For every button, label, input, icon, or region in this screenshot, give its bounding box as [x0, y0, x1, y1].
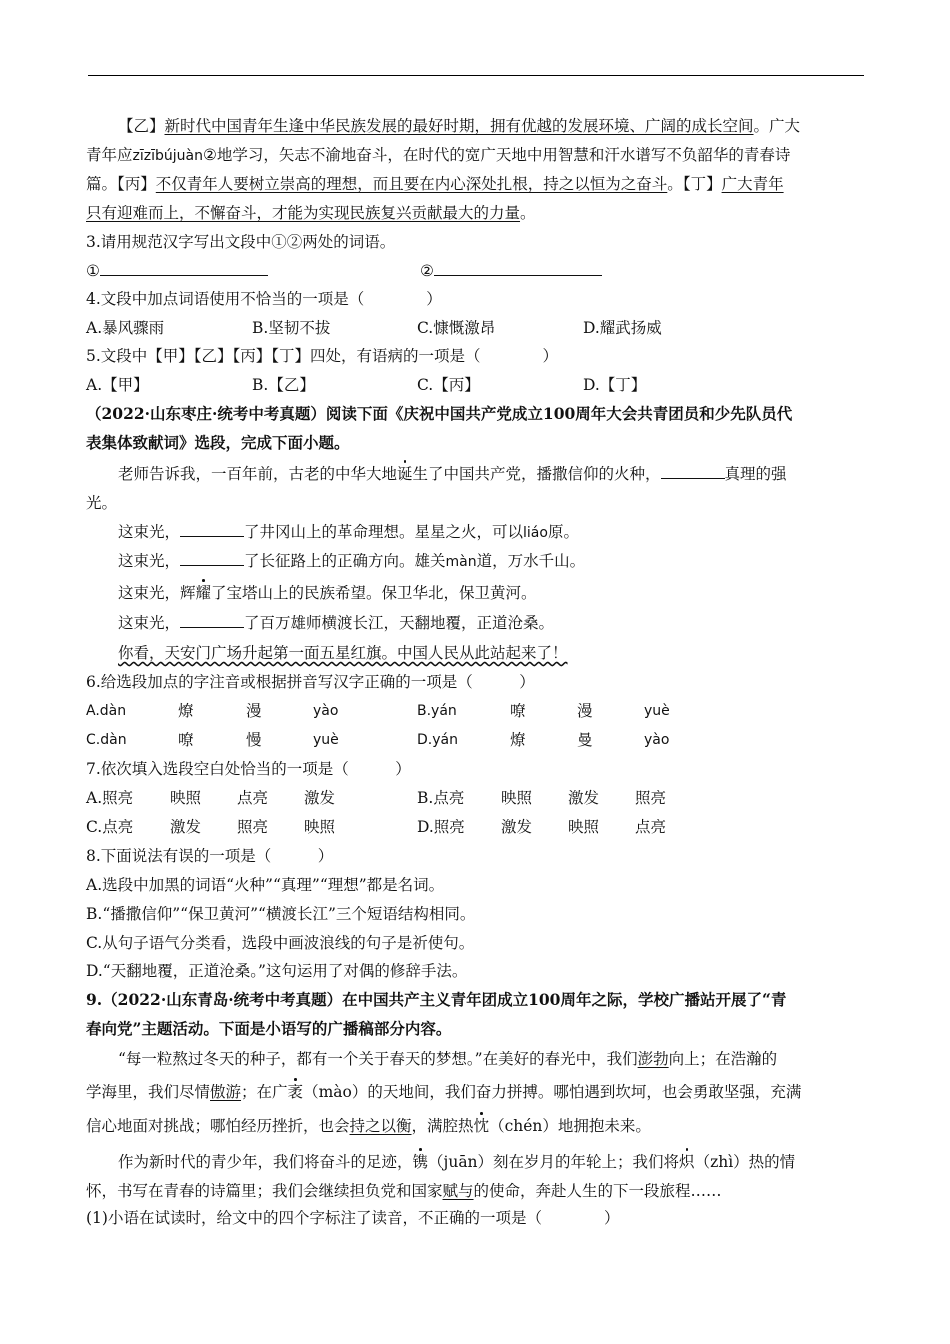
q6-cell: yuè: [313, 732, 339, 748]
underlined-word: 赋与: [442, 1182, 474, 1200]
q5-option-b[interactable]: B.【乙】: [252, 376, 315, 394]
q6-cell: 嘹: [178, 731, 194, 749]
p2-line-7-wavy: 你看，天安门广场升起第一面五星红旗。中国人民从此站起来了！: [118, 644, 568, 662]
passage-text: （juān）刻在岁月的年轮上；我们将: [428, 1153, 680, 1171]
source2-line-1: （2022·山东枣庄·统考中考真题）阅读下面《庆祝中国共产党成立100周年大会共青团员和少先队员代: [86, 404, 793, 423]
passage-text: 了百万雄师横渡长江，天翻地覆，正道沧桑。: [244, 614, 555, 632]
q7-cell: 点亮: [237, 789, 269, 807]
passage-text: （màо）的天地间，我们奋力拼搏。哪怕遇到坎坷，也会勇敢坚强，充满: [303, 1083, 802, 1101]
passage-text: 这束光，: [118, 523, 181, 541]
passage-text: 。: [520, 204, 536, 222]
p2-line-6: [86, 613, 554, 633]
dotted-char: 诞: [397, 465, 413, 483]
passage-line-1: [86, 116, 800, 136]
passage-text: 信心地面对挑战；哪怕经历挫折，也会: [86, 1117, 350, 1135]
source2-line-2: 表集体致献词》选段，完成下面小题。: [86, 433, 350, 452]
answer-mark-2: ②: [420, 262, 434, 280]
q7-cell: 激发: [304, 789, 336, 807]
p2-line-5: [86, 583, 537, 603]
fill-blank-4[interactable]: [180, 613, 244, 628]
q7-cell: 激发: [501, 818, 533, 836]
passage-text: 。广大: [753, 117, 801, 135]
dotted-char: 袤: [287, 1083, 304, 1101]
tag-ding: 【丁】: [682, 175, 722, 193]
q9-passage-line-5: [86, 1181, 722, 1201]
sentence-ding: 广大青年: [721, 175, 784, 193]
q6-cell: 燎: [510, 731, 526, 749]
passage-text: （chén）地拥抱未来。: [489, 1117, 651, 1135]
q6-cell: yuè: [644, 703, 670, 719]
passage-text: “每一粒熬过冬天的种子，都有一个关于春天的梦想。”在美好的春光中，我们: [118, 1050, 638, 1068]
pinyin-2: zīzībújuàn: [132, 148, 203, 164]
passage-text: 这束光，辉: [118, 584, 196, 602]
passage-text: 生了中国共产党，播撒信仰的火种，: [412, 465, 661, 483]
blank-mark-2: ②: [202, 146, 217, 164]
passage-text: 老师告诉我，一百年前，古老的中华大地: [118, 465, 398, 483]
dotted-char: 耀: [195, 584, 212, 602]
q7-option-b[interactable]: B.点亮: [417, 789, 465, 807]
underlined-word: 澎勃: [637, 1050, 669, 1068]
q6-option-a[interactable]: A.dàn: [86, 703, 127, 719]
passage-text: 。: [667, 175, 683, 193]
q7-stem: 7.依次填入选段空白处恰当的一项是（ ）: [86, 760, 411, 778]
passage-text: 作为新时代的青少年，我们将奋斗的足迹，: [118, 1153, 413, 1171]
header-rule: [88, 75, 864, 76]
passage-text: 向上；在浩瀚的: [668, 1050, 778, 1068]
passage-text: 这束光，: [118, 552, 181, 570]
q9-passage-line-1: [86, 1049, 777, 1069]
pinyin-man: màn: [445, 554, 477, 570]
fill-blank-3[interactable]: [180, 551, 244, 566]
q6-cell: yào: [313, 703, 339, 719]
q4-option-a[interactable]: A.暴风骤雨: [86, 319, 165, 337]
q5-option-c[interactable]: C.【丙】: [417, 376, 480, 394]
q8-option-c[interactable]: C.从句子语气分类看，选段中画波浪线的句子是祈使句。: [86, 934, 475, 952]
answer-blank-1[interactable]: [100, 261, 268, 276]
q4-option-b[interactable]: B.坚韧不拔: [252, 319, 331, 337]
answer-blank-2[interactable]: [434, 261, 602, 276]
q6-option-c[interactable]: C.dàn: [86, 732, 127, 748]
passage-text: 地学习，矢志不渝地奋斗，在时代的宽广天地中用智慧和汗水谱写不负韶华的青春诗: [216, 146, 791, 164]
passage-line-3: [86, 174, 784, 194]
q7-cell: 映照: [304, 818, 336, 836]
q4-stem: 4.文段中加点词语使用不恰当的一项是（ ）: [86, 290, 442, 308]
q7-cell: 激发: [568, 789, 600, 807]
dotted-char: 忱: [473, 1117, 490, 1135]
q6-option-b[interactable]: B.yán: [417, 703, 457, 719]
q9-sub1-stem: (1)小语在试读时，给文中的四个字标注了读音，不正确的一项是（ ）: [86, 1209, 620, 1227]
q7-cell: 映照: [170, 789, 202, 807]
passage-text: 了长征路上的正确方向。雄关: [244, 552, 446, 570]
q6-cell: 嘹: [510, 702, 526, 720]
sentence-yi: 新时代中国青年生逢中华民族发展的最好时期，拥有优越的发展环境、广阔的成长空间: [164, 117, 754, 135]
p2-line-1: [86, 464, 787, 484]
q6-cell: yào: [644, 732, 670, 748]
q9-passage-line-3: [86, 1116, 651, 1136]
q5-option-d[interactable]: D.【丁】: [583, 376, 647, 394]
sentence-bing: 不仅青年人要树立崇高的理想，而且要在内心深处扎根，持之以恒为之奋斗: [155, 175, 668, 193]
q7-cell: 照亮: [237, 818, 269, 836]
q8-option-a[interactable]: A.选段中加黑的词语“火种”“真理”“理想”都是名词。: [86, 876, 445, 894]
q7-option-d[interactable]: D.照亮: [417, 818, 465, 836]
passage-text: 原。: [547, 523, 579, 541]
passage-text: 学海里，我们尽情: [86, 1083, 211, 1101]
q7-cell: 映照: [568, 818, 600, 836]
q6-option-d[interactable]: D.yán: [417, 732, 458, 748]
passage-text: 篇。: [86, 175, 118, 193]
sentence-ding: 只有迎难而上，不懈奋斗，才能为实现民族复兴贡献最大的力量: [86, 204, 521, 222]
answer-mark-1: ①: [86, 262, 100, 280]
q7-cell: 点亮: [635, 818, 667, 836]
passage-text: 了宝塔山上的民族希望。保卫华北，保卫黄河。: [211, 584, 537, 602]
q7-option-a[interactable]: A.照亮: [86, 789, 134, 807]
p2-line-4: [86, 551, 585, 572]
passage-text: 真理的强: [724, 465, 787, 483]
q6-cell: 燎: [178, 702, 194, 720]
fill-blank-2[interactable]: [180, 522, 244, 537]
dotted-char: 镌: [412, 1153, 429, 1171]
passage-text: 青年应: [86, 146, 133, 164]
passage-line-4: [86, 203, 536, 223]
q7-cell: 照亮: [635, 789, 667, 807]
passage-text: 道，万水千山。: [476, 552, 586, 570]
q6-cell: 慢: [246, 731, 262, 749]
q3-stem: 3.请用规范汉字写出文段中①②两处的词语。: [86, 233, 396, 251]
q8-option-b[interactable]: B.“播撒信仰”“保卫黄河”“横渡长江”三个短语结构相同。: [86, 905, 476, 923]
q4-option-c[interactable]: C.慷慨激昂: [417, 319, 496, 337]
passage-text: ，满腔热: [411, 1117, 474, 1135]
q5-stem: 5.文段中【甲】【乙】【丙】【丁】四处，有语病的一项是（ ）: [86, 347, 559, 365]
q7-cell: 映照: [501, 789, 533, 807]
tag-bing: 【丙】: [117, 175, 156, 193]
q8-stem: 8.下面说法有误的一项是（ ）: [86, 847, 334, 865]
q6-stem: 6.给选段加点的字注音或根据拼音写汉字正确的一项是（ ）: [86, 673, 535, 691]
passage-text: 的使命，奔赴人生的下一段旅程……: [473, 1182, 722, 1200]
dotted-char: 炽: [679, 1153, 695, 1171]
q6-cell: 曼: [577, 731, 593, 749]
passage-text: 了井冈山上的革命理想。星星之火，可以: [244, 523, 524, 541]
q5-option-a[interactable]: A.【甲】: [86, 376, 149, 394]
q9-passage-line-2: [86, 1082, 801, 1102]
q7-option-c[interactable]: C.点亮: [86, 818, 134, 836]
passage-text: （zhì）热的情: [694, 1153, 796, 1171]
q7-cell: 激发: [170, 818, 202, 836]
passage-text: 这束光，: [118, 614, 181, 632]
q9-line-1: 9.（2022·山东青岛·统考中考真题）在中国共产主义青年团成立100周年之际，学校广播站开展了“青: [86, 990, 787, 1009]
passage-line-2: [86, 145, 790, 166]
q8-option-d[interactable]: D.“天翻地覆，正道沧桑。”这句运用了对偶的修辞手法。: [86, 962, 468, 980]
underlined-word: 傲游: [210, 1083, 242, 1101]
p2-line-2: 光。: [86, 494, 118, 512]
passage-text: 怀，书写在青春的诗篇里；我们会继续担负党和国家: [86, 1182, 443, 1200]
q6-cell: 漫: [246, 702, 262, 720]
q9-passage-line-4: [86, 1152, 795, 1172]
tag-yi: 【乙】: [118, 117, 165, 135]
q9-line-2: 春向党”主题活动。下面是小语写的广播稿部分内容。: [86, 1019, 452, 1038]
q6-cell: 漫: [577, 702, 593, 720]
p2-line-3: [86, 522, 579, 543]
fill-blank-1[interactable]: [661, 464, 725, 479]
passage-text: ；在广: [241, 1083, 288, 1101]
q4-option-d[interactable]: D.耀武扬威: [583, 319, 662, 337]
pinyin-liao: liáo: [523, 525, 548, 541]
underlined-word: 持之以衡: [349, 1117, 412, 1135]
